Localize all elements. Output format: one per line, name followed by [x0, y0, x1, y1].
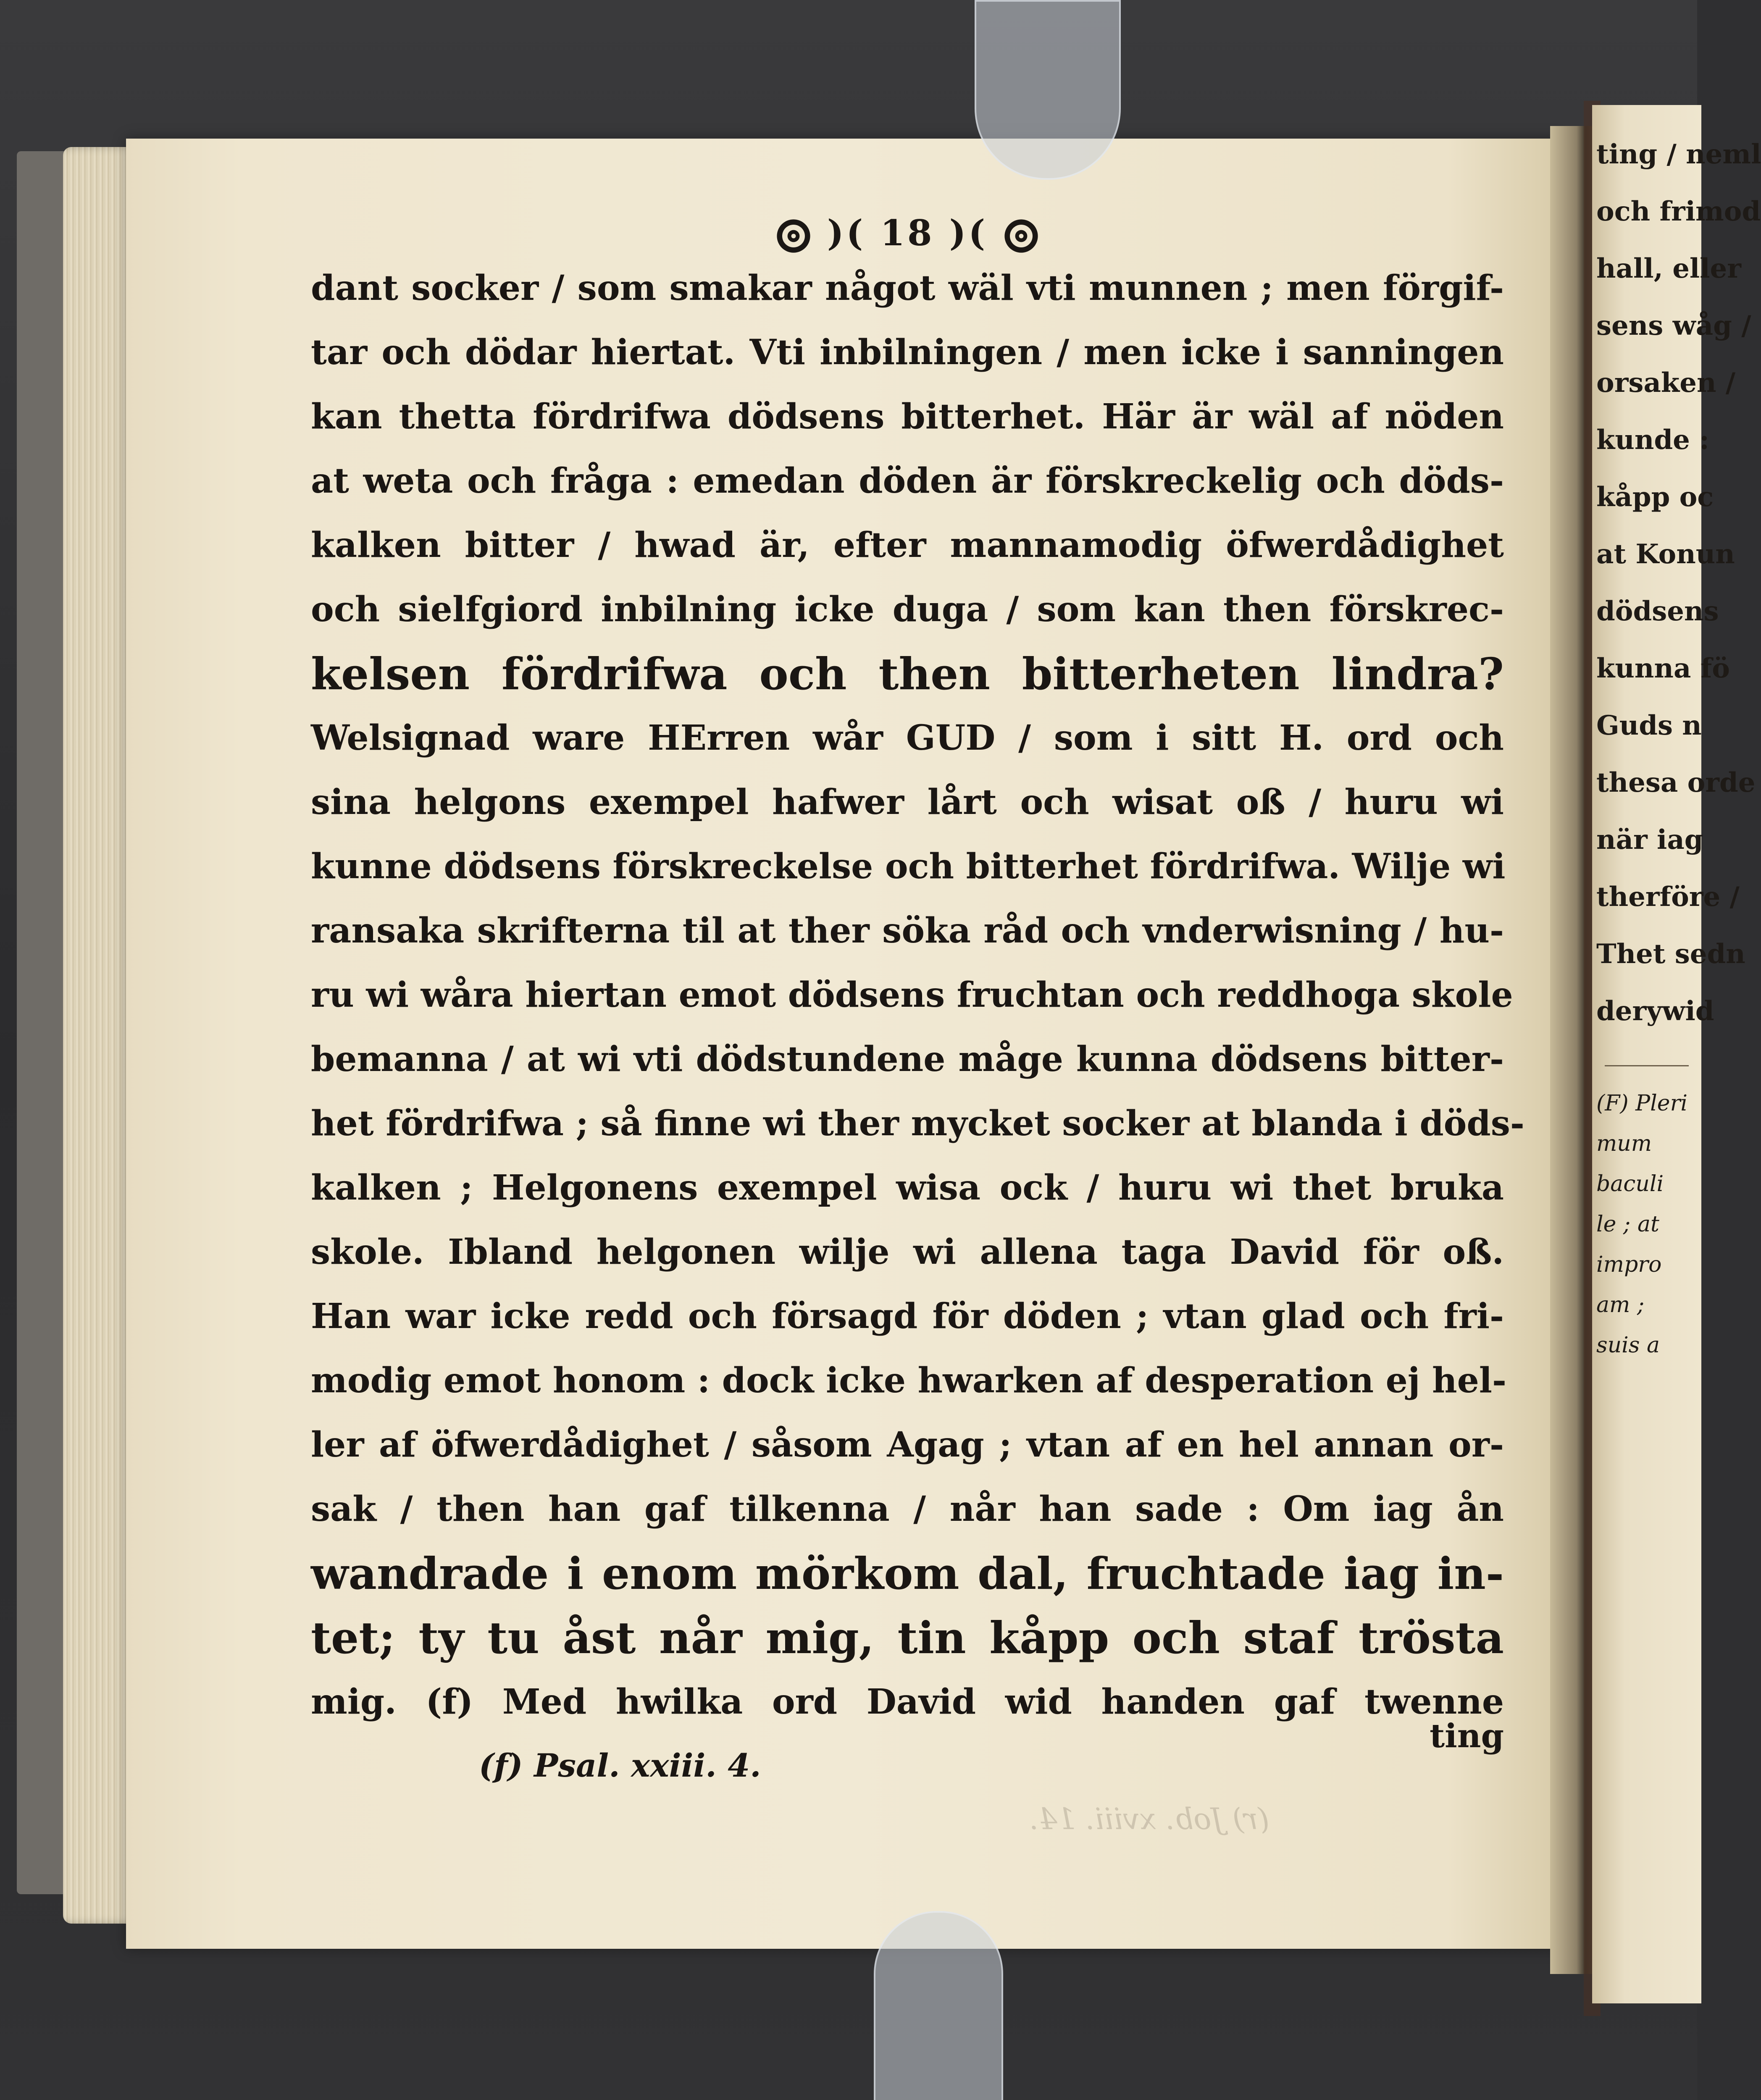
text-line: sak / then han gaf tilkenna / når han sade : Om iag ån [311, 1489, 1504, 1529]
running-head [311, 210, 1504, 256]
text-line: bemanna / at wi vti dödstundene måge kunna dödsens bitter- [311, 1039, 1504, 1079]
text-line: dant socker / som smakar något wäl vti munnen ; men förgif- [311, 268, 1504, 308]
text-line: och sielfgiord inbilning icke duga / som kan then förskrec- [311, 589, 1504, 630]
facing-footnote-line: le ; at [1596, 1212, 1659, 1237]
facing-text-line: Thet sedn [1596, 938, 1745, 970]
footnote-rule [1605, 1065, 1689, 1066]
page-clip-bottom [874, 1911, 1003, 2100]
facing-text-line: sens wåg / [1596, 310, 1751, 341]
facing-footnote-line: am ; [1596, 1292, 1645, 1318]
page-clip-top [975, 0, 1121, 180]
facing-footnote-line: mum [1596, 1131, 1652, 1156]
text-line: ru wi wåra hiertan emot dödsens fruchtan och reddhoga skole [311, 975, 1513, 1015]
text-line: skole. Ibland helgonen wilje wi allena taga David för oß. [311, 1232, 1504, 1272]
text-line: tar och dödar hiertat. Vti inbilningen / men icke i sanningen [311, 332, 1504, 373]
text-line: kelsen fördrifwa och then bitterheten lindra? [311, 648, 1504, 700]
text-line: Welsignad ware HErren wår GUD / som i sitt H. ord och [311, 718, 1504, 758]
facing-text-line: kåpp oc [1596, 481, 1714, 513]
text-line: kalken bitter / hwad är, efter mannamodig öfwerdådighet [311, 525, 1504, 565]
text-line: at weta och fråga : emedan döden är förskreckelig och döds- [311, 461, 1504, 501]
facing-text-line: kunna fö [1596, 653, 1730, 684]
facing-text-line: therföre / [1596, 881, 1740, 913]
text-line: kunne dödsens förskreckelse och bitterhet fördrifwa. Wilje wi [311, 846, 1506, 887]
facing-text-line: dödsens [1596, 596, 1719, 627]
text-line: wandrade i enom mörkom dal, fruchtade iag in- [311, 1548, 1504, 1599]
facing-text-line: och frimod [1596, 196, 1761, 227]
text-line: ler af öfwerdådighet / såsom Agag ; vtan af en hel annan or- [311, 1425, 1504, 1465]
text-line: mig. (f) Med hwilka ord David wid handen gaf twenne [311, 1682, 1504, 1722]
text-line: kan thetta fördrifwa dödsens bitterhet. Här är wäl af nöden [311, 396, 1504, 437]
text-line: tet; ty tu åst når mig, tin kåpp och staf trösta [311, 1612, 1504, 1664]
text-line: sina helgons exempel hafwer lårt och wisat oß / huru wi [311, 782, 1504, 822]
text-line: ransaka skrifterna til at ther söka råd och vnderwisning / hu- [311, 911, 1504, 951]
text-line: Han war icke redd och försagd för döden ; vtan glad och fri- [311, 1296, 1504, 1336]
facing-text-line: at Konun [1596, 538, 1735, 570]
facing-footnote-line: baculi [1596, 1171, 1664, 1197]
text-line: het fördrifwa ; så finne wi ther mycket socker at blanda i döds- [311, 1103, 1524, 1144]
page-text-block [311, 210, 1524, 1789]
facing-text-line: derywid [1596, 995, 1714, 1027]
facing-text-line: ting / neml [1596, 139, 1761, 170]
flower-ornament-icon [775, 217, 812, 255]
text-line: modig emot honom : dock icke hwarken af desperation ej hel- [311, 1360, 1506, 1401]
facing-text-line: thesa orde [1596, 767, 1756, 798]
bleed-through-text: (r) Job. xviii. 14. [1029, 1802, 1269, 1836]
facing-text-line: kunde : [1596, 424, 1709, 456]
page-number: )( 18 )( [827, 212, 988, 254]
facing-text-line: orsaken / [1596, 367, 1736, 399]
facing-text-line: hall, eller [1596, 253, 1741, 284]
footnote: (f) Psal. xxiii. 4. [479, 1747, 761, 1784]
facing-page-text [1596, 126, 1761, 1365]
facing-footnote-line: impro [1596, 1252, 1662, 1277]
catchword: ting [1430, 1717, 1504, 1755]
facing-footnote-line: suis a [1596, 1333, 1660, 1358]
facing-text-line: när iag [1596, 824, 1703, 856]
facing-footnote-line: (F) Pleri [1596, 1091, 1688, 1116]
flower-ornament-icon [1002, 217, 1040, 255]
facing-text-line: Guds n [1596, 710, 1702, 741]
text-line: kalken ; Helgonens exempel wisa ock / huru wi thet bruka [311, 1168, 1504, 1208]
